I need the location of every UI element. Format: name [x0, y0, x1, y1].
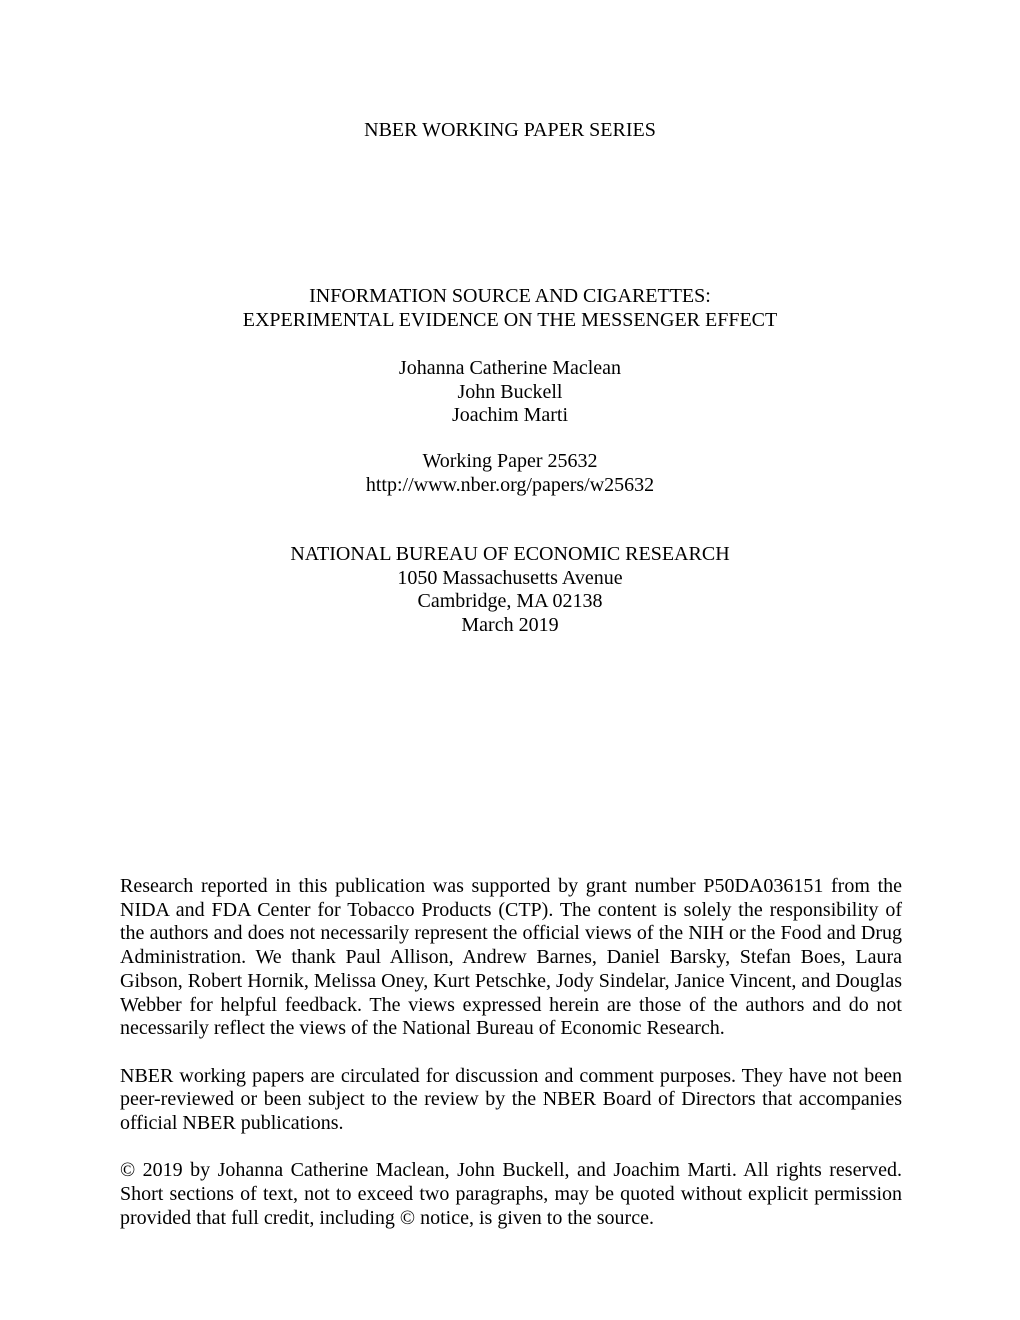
copyright-paragraph: © 2019 by Johanna Catherine Maclean, John Buckell, and Joachim Marti. All rights reserved. Short sections of text, not to exceed two paragraphs, may be quoted without explicit permission provided that full credit, including © notice, is given to the source.	[120, 1159, 902, 1229]
footer-notes	[120, 875, 902, 1254]
institution-name: NATIONAL BUREAU OF ECONOMIC RESEARCH	[290, 543, 730, 565]
series-header: NBER WORKING PAPER SERIES	[364, 119, 656, 141]
paper-title-line2: EXPERIMENTAL EVIDENCE ON THE MESSENGER EFFECT	[242, 308, 778, 331]
author-name: Joachim Marti	[451, 404, 569, 427]
acknowledgements-paragraph: Research reported in this publication was supported by grant number P50DA036151 from the NIDA and FDA Center for Tobacco Products (CTP). The content is solely the responsibility of the authors and does not necessarily represent the official views of the NIH or the Food and Drug Administration. We thank Paul Allison, Andrew Barnes, Daniel Barsky, Stefan Boes, Laura Gibson, Robert Hornik, Melissa Oney, Kurt Petschke, Jody Sindelar, Janice Vincent, and Douglas Webber for helpful feedback. The views expressed herein are those of the authors and do not necessarily reflect the views of the National Bureau of Economic Research.	[120, 875, 902, 1040]
working-paper-number: Working Paper 25632	[422, 450, 598, 472]
working-paper-url: http://www.nber.org/papers/w25632	[365, 473, 655, 496]
author-name: Johanna Catherine Maclean	[398, 357, 622, 379]
author-name: John Buckell	[457, 380, 563, 403]
publication-date: March 2019	[461, 614, 559, 637]
paper-title	[0, 285, 1020, 332]
paper-title-line1: INFORMATION SOURCE AND CIGARETTES:	[309, 285, 711, 307]
author-list	[0, 357, 1020, 428]
working-paper-info	[0, 450, 1020, 497]
institution-block	[0, 543, 1020, 638]
institution-address-line1: 1050 Massachusetts Avenue	[397, 566, 623, 589]
circulation-note-paragraph: NBER working papers are circulated for discussion and comment purposes. They have not been peer-reviewed or been subject to the review by the NBER Board of Directors that accompanies official NBER publications.	[120, 1064, 902, 1135]
institution-address-line2: Cambridge, MA 02138	[417, 590, 603, 613]
